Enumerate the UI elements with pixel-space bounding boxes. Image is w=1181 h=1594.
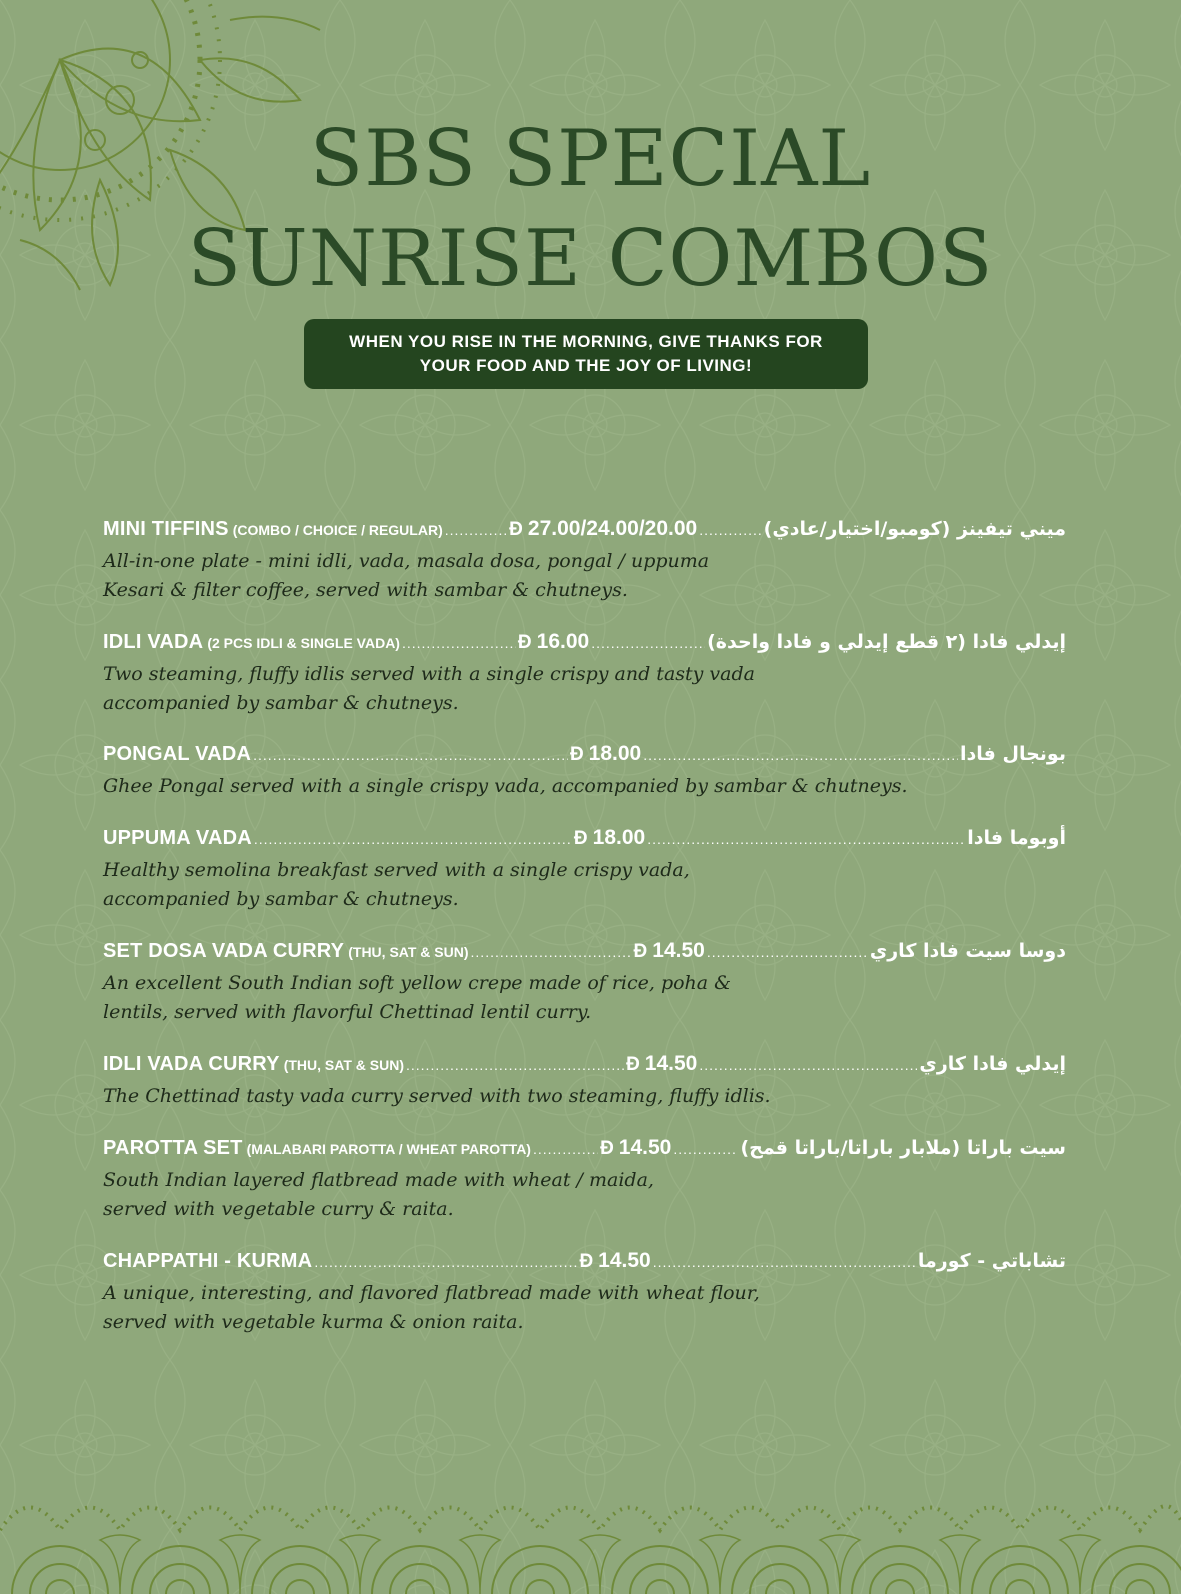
currency-symbol: Đ	[573, 828, 588, 849]
item-description-line-2: served with vegetable kurma & onion raita.	[103, 1311, 524, 1333]
dot-leader	[699, 522, 761, 538]
item-subtitle: (THU, SAT & SUN)	[283, 1057, 404, 1073]
dot-leader	[653, 1254, 916, 1270]
item-name-arabic: تشاباتي - كورما	[917, 1250, 1066, 1272]
price-value: 18.00	[592, 826, 646, 849]
item-description-line-1: Two steaming, fluffy idlis served with a single crispy and tasty vada	[103, 663, 755, 685]
item-price	[574, 826, 645, 850]
page-title-line-1: SBS SPECIAL	[309, 114, 872, 204]
item-name-arabic: ميني تيفينز (كومبو/اختيار/عادي)	[763, 518, 1066, 540]
dot-leader	[314, 1254, 577, 1270]
item-name-arabic: بونجال فادا	[960, 743, 1066, 765]
item-name: PAROTTA SET	[103, 1137, 243, 1159]
item-subtitle: (THU, SAT & SUN)	[348, 944, 469, 960]
item-description-line-2: served with vegetable curry & raita.	[103, 1198, 454, 1220]
item-line	[103, 1249, 1066, 1279]
currency-symbol: Đ	[626, 1054, 640, 1075]
item-description-line-2: accompanied by sambar & chutneys.	[103, 888, 459, 910]
item-price	[579, 1249, 650, 1273]
item-subtitle: (2 PCS IDLI & SINGLE VADA)	[207, 635, 400, 651]
menu-item-idli-vada	[103, 630, 1066, 718]
price-value: 18.00	[588, 742, 642, 765]
menu-item-set-dosa-vada-curry	[103, 939, 1066, 1027]
dot-leader	[471, 944, 632, 960]
item-name: MINI TIFFINS	[103, 518, 229, 540]
currency-symbol: Đ	[509, 519, 523, 540]
item-price	[570, 742, 641, 766]
item-line	[103, 1052, 1066, 1082]
currency-symbol: Đ	[600, 1138, 614, 1159]
dot-leader	[533, 1141, 598, 1157]
dot-leader	[254, 831, 572, 847]
dot-leader	[253, 747, 568, 763]
item-price	[626, 1052, 697, 1076]
item-line	[103, 630, 1066, 660]
item-description-line-1: Ghee Pongal served with a single crispy vada, accompanied by sambar & chutneys.	[103, 775, 908, 797]
menu-item-uppuma-vada	[103, 826, 1066, 914]
item-price	[518, 630, 589, 654]
item-name: UPPUMA VADA	[103, 827, 252, 849]
item-line	[103, 826, 1066, 856]
item-name-arabic: سيت باراتا (ملابار باراتا/باراتا قمح)	[740, 1137, 1066, 1159]
item-name-arabic: إيدلي فادا كاري	[919, 1053, 1067, 1075]
dot-leader	[406, 1057, 624, 1073]
mandala-border-icon	[0, 1490, 1181, 1594]
item-subtitle: (MALABARI PAROTTA / WHEAT PAROTTA)	[246, 1141, 531, 1157]
tagline-banner	[304, 319, 868, 389]
dot-leader	[591, 635, 705, 651]
dot-leader	[643, 747, 958, 763]
item-description-line-1: The Chettinad tasty vada curry served with two steaming, fluffy idlis.	[103, 1085, 771, 1107]
price-value: 16.00	[536, 630, 590, 653]
dot-leader	[445, 522, 507, 538]
item-name-arabic: دوسا سيت فادا كاري	[869, 940, 1066, 962]
tagline-line-2: YOUR FOOD AND THE JOY OF LIVING!	[419, 356, 753, 375]
menu-item-parotta-set	[103, 1136, 1066, 1224]
price-value: 14.50	[644, 1052, 698, 1075]
item-description-line-2: lentils, served with flavorful Chettinad lentil curry.	[103, 1001, 592, 1023]
item-name-arabic: إيدلي فادا (٢ قطع إيدلي و فادا واحدة)	[707, 631, 1066, 653]
price-value: 14.50	[652, 939, 705, 962]
item-description-line-2: Kesari & filter coffee, served with sambar & chutneys.	[103, 579, 628, 601]
item-name-arabic: أوبوما فادا	[967, 827, 1066, 849]
item-description-line-2: accompanied by sambar & chutneys.	[103, 692, 459, 714]
item-description-line-1: All-in-one plate - mini idli, vada, masala dosa, pongal / uppuma	[103, 550, 710, 572]
currency-symbol: Đ	[569, 744, 584, 765]
menu-item-mini-tiffins	[103, 517, 1066, 605]
dot-leader	[647, 831, 965, 847]
item-subtitle: (COMBO / CHOICE / REGULAR)	[232, 522, 443, 538]
dot-leader	[673, 1141, 738, 1157]
currency-symbol: Đ	[633, 941, 648, 962]
dot-leader	[402, 635, 516, 651]
price-value: 14.50	[598, 1249, 651, 1272]
price-value: 27.00/24.00/20.00	[527, 517, 698, 540]
item-line	[103, 517, 1066, 547]
item-name: CHAPPATHI - KURMA	[103, 1250, 313, 1272]
tagline-line-1: WHEN YOU RISE IN THE MORNING, GIVE THANKS FOR	[349, 332, 823, 351]
dot-leader	[699, 1057, 917, 1073]
dot-leader	[707, 944, 868, 960]
item-name: IDLI VADA CURRY	[103, 1053, 280, 1075]
item-description-line-1: South Indian layered flatbread made with wheat / maida,	[103, 1169, 654, 1191]
item-name: IDLI VADA	[103, 631, 204, 653]
item-name: SET DOSA VADA CURRY	[103, 940, 345, 962]
item-description-line-1: Healthy semolina breakfast served with a single crispy vada,	[103, 859, 690, 881]
menu-item-idli-vada-curry	[103, 1052, 1066, 1111]
price-value: 14.50	[618, 1136, 672, 1159]
currency-symbol: Đ	[517, 632, 532, 653]
currency-symbol: Đ	[579, 1251, 594, 1272]
item-description-line-1: A unique, interesting, and flavored flatbread made with wheat flour,	[103, 1282, 760, 1304]
item-description-line-1: An excellent South Indian soft yellow crepe made of rice, poha &	[103, 972, 732, 994]
item-name: PONGAL VADA	[103, 743, 252, 765]
item-price	[634, 939, 705, 963]
menu-item-chappathi-kurma	[103, 1249, 1066, 1337]
item-line	[103, 939, 1066, 969]
item-line	[103, 742, 1066, 772]
item-price	[600, 1136, 671, 1160]
page-title-line-2: SUNRISE COMBOS	[187, 214, 994, 304]
menu-item-pongal-vada	[103, 742, 1066, 801]
item-price	[509, 517, 697, 541]
item-line	[103, 1136, 1066, 1166]
